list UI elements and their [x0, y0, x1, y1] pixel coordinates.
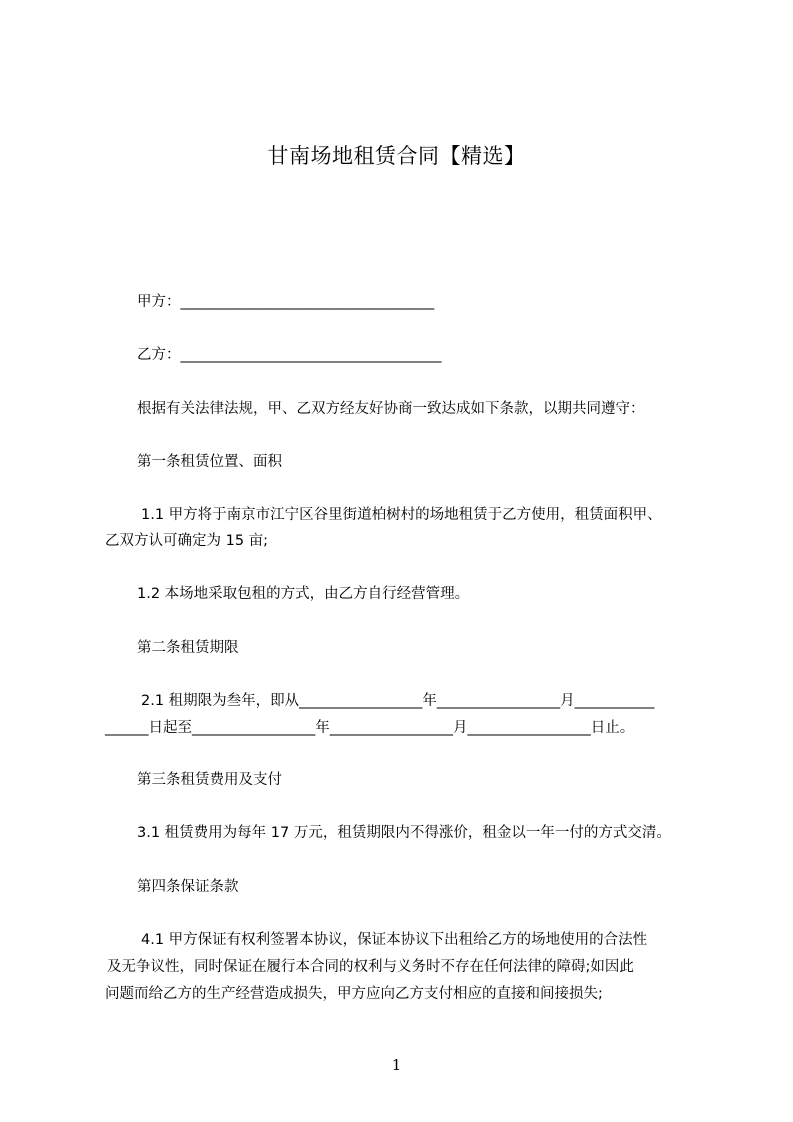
- article-3-heading: 第三条租赁费用及支付: [137, 772, 282, 788]
- article-4-heading: 第四条保证条款: [137, 879, 239, 895]
- clause-1-1-line-1: 1.1 甲方将于南京市江宁区谷里街道柏树村的场地租赁于乙方使用，租赁面积甲、: [141, 507, 662, 523]
- clause-2-1-line-1: 2.1 租期限为叁年，即从_________________年_________________月___________: [141, 693, 655, 709]
- clause-3-1: 3.1 租赁费用为每年 17 万元，租赁期限内不得涨价，租金以一年一付的方式交清。: [137, 825, 671, 841]
- party-a-line: 甲方：___________________________________: [137, 294, 435, 310]
- article-1-heading: 第一条租赁位置、面积: [137, 454, 282, 470]
- article-2-heading: 第二条租赁期限: [137, 640, 239, 656]
- page-number: 1: [391, 1056, 402, 1074]
- clause-4-1-line-2: 及无争议性，同时保证在履行本合同的权利与义务时不存在任何法律的障碍;如因此: [107, 959, 634, 975]
- clause-4-1-line-3: 问题而给乙方的生产经营造成损失，甲方应向乙方支付相应的直接和间接损失;: [105, 986, 603, 1002]
- clause-1-2: 1.2 本场地采取包租的方式，由乙方自行经营管理。: [137, 586, 470, 602]
- party-b-line: 乙方：____________________________________: [137, 347, 442, 363]
- preamble-paragraph: 根据有关法律法规，甲、乙双方经友好协商一致达成如下条款，以期共同遵守：: [137, 401, 645, 417]
- document-title: 甘南场地租赁合同【精选】: [267, 144, 526, 168]
- clause-1-1-line-2: 乙双方认可确定为 15 亩;: [105, 533, 269, 549]
- clause-2-1-line-2: ______日起至_________________年_________________月_________________日止。: [105, 720, 635, 736]
- clause-4-1-line-1: 4.1 甲方保证有权利签署本协议，保证本协议下出租给乙方的场地使用的合法性: [141, 932, 648, 948]
